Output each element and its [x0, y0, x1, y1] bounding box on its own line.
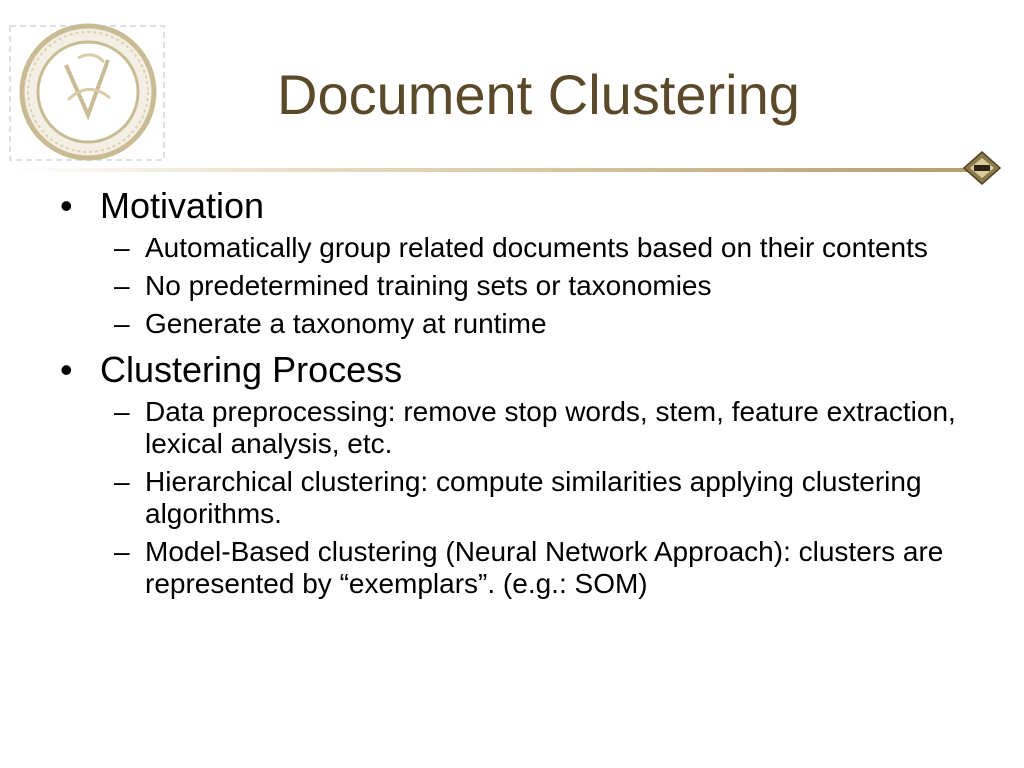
- dash-marker: –: [114, 270, 130, 301]
- dash-marker: –: [114, 536, 130, 567]
- bullet-marker: •: [60, 185, 73, 226]
- dash-marker: –: [114, 308, 130, 339]
- dash-marker: –: [114, 396, 130, 427]
- university-seal-icon: [8, 20, 166, 165]
- slide-body: [60, 180, 1000, 600]
- bullet-item: [60, 186, 1000, 226]
- bullet-marker: •: [60, 349, 73, 390]
- sub-bullet-item: [60, 270, 1000, 302]
- sub-bullet-item: [60, 466, 1000, 530]
- sub-bullet-text: Model-Based clustering (Neural Network Approach): clusters are represented by “exemplars”. (e.g.: SOM): [145, 536, 944, 599]
- sub-bullet-text: Generate a taxonomy at runtime: [145, 308, 547, 339]
- sub-bullet-item: [60, 536, 1000, 600]
- slide-title: Document Clustering: [277, 63, 800, 126]
- bullet-item: [60, 350, 1000, 390]
- dash-marker: –: [114, 232, 130, 263]
- sub-bullet-text: Hierarchical clustering: compute similarities applying clustering algorithms.: [145, 466, 922, 529]
- dash-marker: –: [114, 466, 130, 497]
- sub-bullet-item: [60, 232, 1000, 264]
- bullet-text: Clustering Process: [100, 349, 403, 390]
- sub-bullet-item: [60, 396, 1000, 460]
- sub-bullet-text: Data preprocessing: remove stop words, stem, feature extraction, lexical analysis, etc.: [145, 396, 956, 459]
- sub-bullet-text: Automatically group related documents based on their contents: [145, 232, 928, 263]
- title-divider: [14, 168, 982, 172]
- sub-bullet-item: [60, 308, 1000, 340]
- bullet-text: Motivation: [100, 185, 265, 226]
- sub-bullet-text: No predetermined training sets or taxonomies: [145, 270, 712, 301]
